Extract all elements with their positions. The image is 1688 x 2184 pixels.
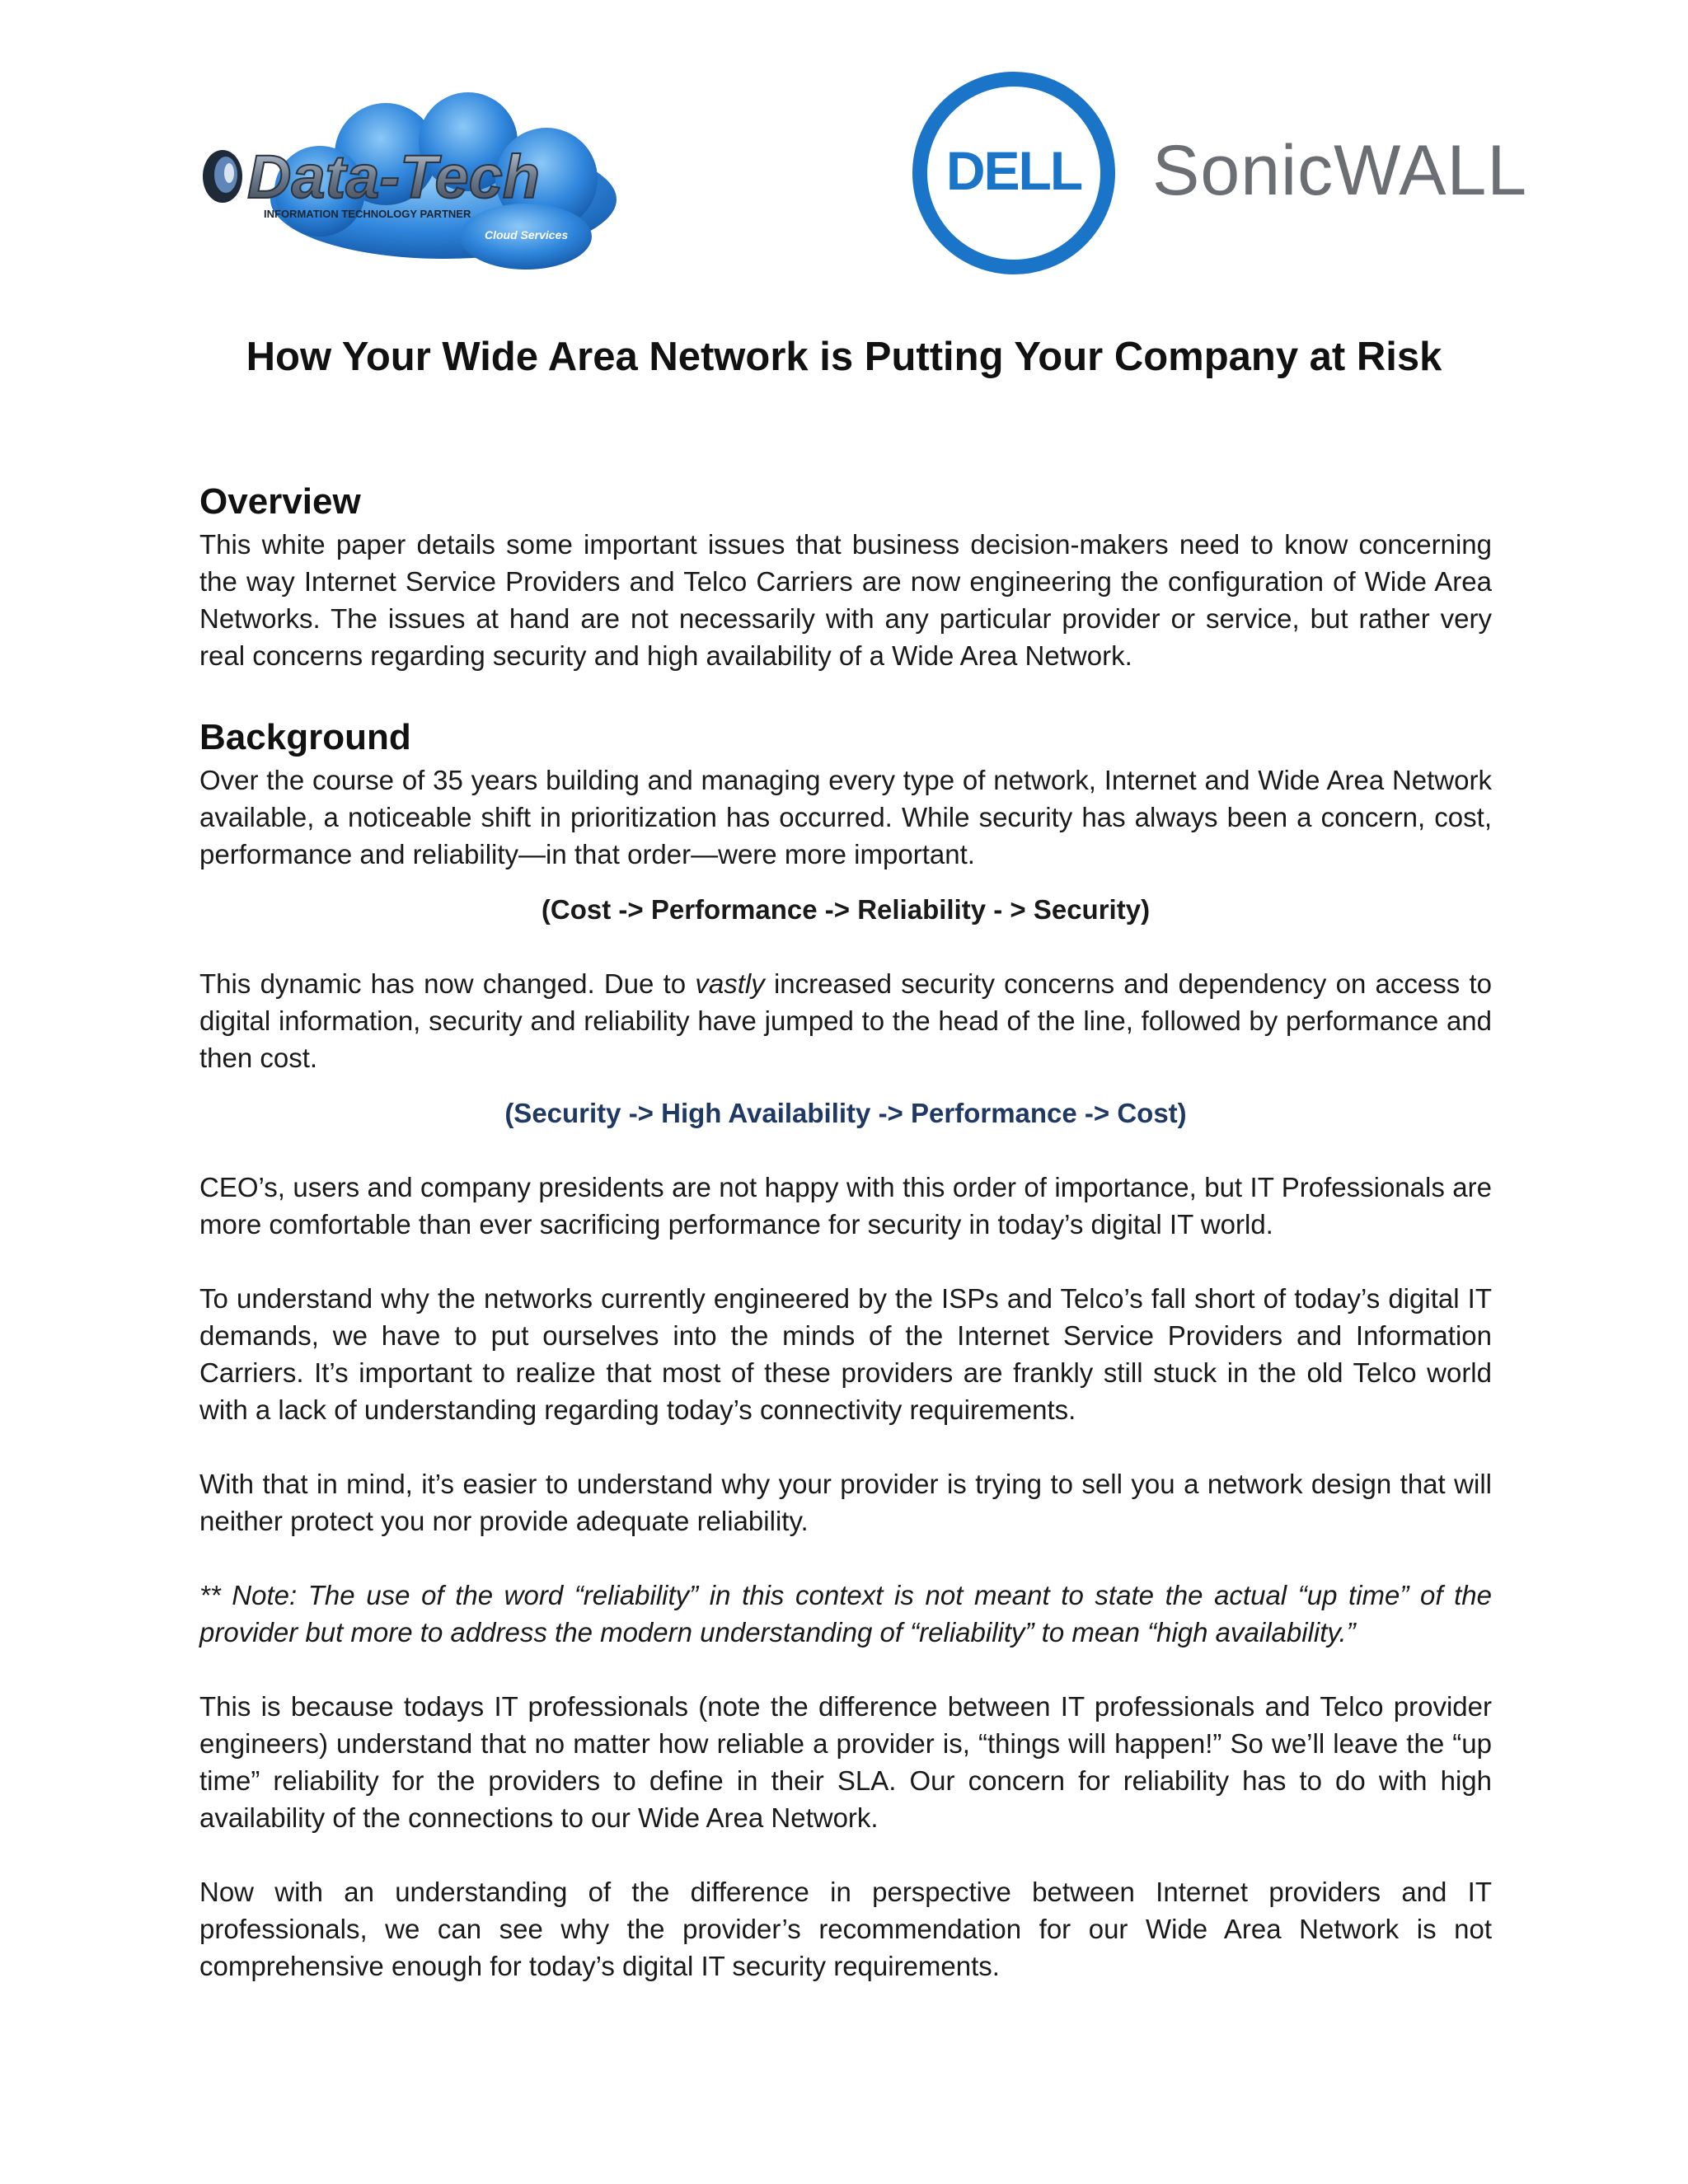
dell-wordmark: DELL — [945, 140, 1082, 201]
background-paragraph-1: Over the course of 35 years building and managing every type of network, Internet and Wide Area Network available, a noticeable shift in prioritization has occurred. While security has always been a concern, cost, performance and reliability—in that order—were more important. — [199, 765, 1492, 869]
p2-emphasis: vastly — [695, 968, 765, 999]
background-paragraph-3: CEO’s, users and company presidents are not happy with this order of importance, but IT Professionals are more comfortable than ever sacrificing performance for security in today’s digital IT world. — [199, 1172, 1492, 1240]
background-paragraph-7: Now with an understanding of the difference in perspective between Internet providers and IT professionals, we can see why the provider’s recommendation for our Wide Area Network is not comprehensive enough for today’s digital IT security requirements. — [199, 1877, 1492, 1981]
background-paragraph-4: To understand why the networks currently engineered by the ISPs and Telco’s fall short of today’s digital IT demands, we have to put ourselves into the minds of the Internet Service Providers and Information Carriers. It’s important to realize that most of these providers are frankly still stuck in the old Telco world with a lack of understanding regarding today’s connectivity requirements. — [199, 1283, 1492, 1425]
reliability-note: ** Note: The use of the word “reliability” in this context is not meant to state the actual “up time” of the provider but more to address the modern understanding of “reliability” to mean “high availability.” — [199, 1580, 1492, 1647]
p2-after: increased security concerns and dependency on access to digital information, security and reliability have jumped to the head of the line, followed by performance and then cost. — [199, 968, 1492, 1073]
priority-order-old: (Cost -> Performance -> Reliability - > Security) — [541, 894, 1151, 925]
p2-before: This dynamic has now changed. Due to — [199, 968, 696, 999]
document-title: How Your Wide Area Network is Putting Your Company at Risk — [246, 335, 1442, 379]
priority-order-new: (Security -> High Availability -> Performance -> Cost) — [504, 1098, 1187, 1128]
background-paragraph-6: This is because todays IT professionals (note the difference between IT professionals and Telco provider engineers) understand that no matter how reliable a provider is, “things will happen!” So we’ll leave the “up time” reliability for the providers to define in their SLA. Our concern for reliability has to do with high availability of the connections to our Wide Area Network. — [199, 1691, 1492, 1833]
datatech-subtitle: Cloud Services — [485, 228, 569, 241]
background-paragraph-5: With that in mind, it’s easier to understand why your provider is trying to sell you a network design that will neither protect you nor provide adequate reliability. — [199, 1469, 1492, 1536]
swirl-icon — [203, 150, 242, 203]
datatech-wordmark: Data-Tech — [247, 143, 541, 211]
datatech-logo — [196, 92, 641, 274]
background-heading: Background — [199, 717, 411, 757]
dell-logo — [907, 66, 1121, 280]
sonicwall-wordmark: SonicWALL — [1152, 131, 1528, 210]
datatech-tagline: INFORMATION TECHNOLOGY PARTNER — [264, 208, 471, 220]
background-paragraph-2 — [199, 965, 1492, 1076]
overview-paragraph: This white paper details some important issues that business decision-makers need to know concerning the way Internet Service Providers and Telco Carriers are now engineering the configuration of Wide Area Networks. The issues at hand are not necessarily with any particular provider or service, but rather very real concerns regarding security and high availability of a Wide Area Network. — [199, 529, 1492, 671]
document-body — [199, 478, 1492, 1985]
overview-heading: Overview — [199, 481, 361, 522]
